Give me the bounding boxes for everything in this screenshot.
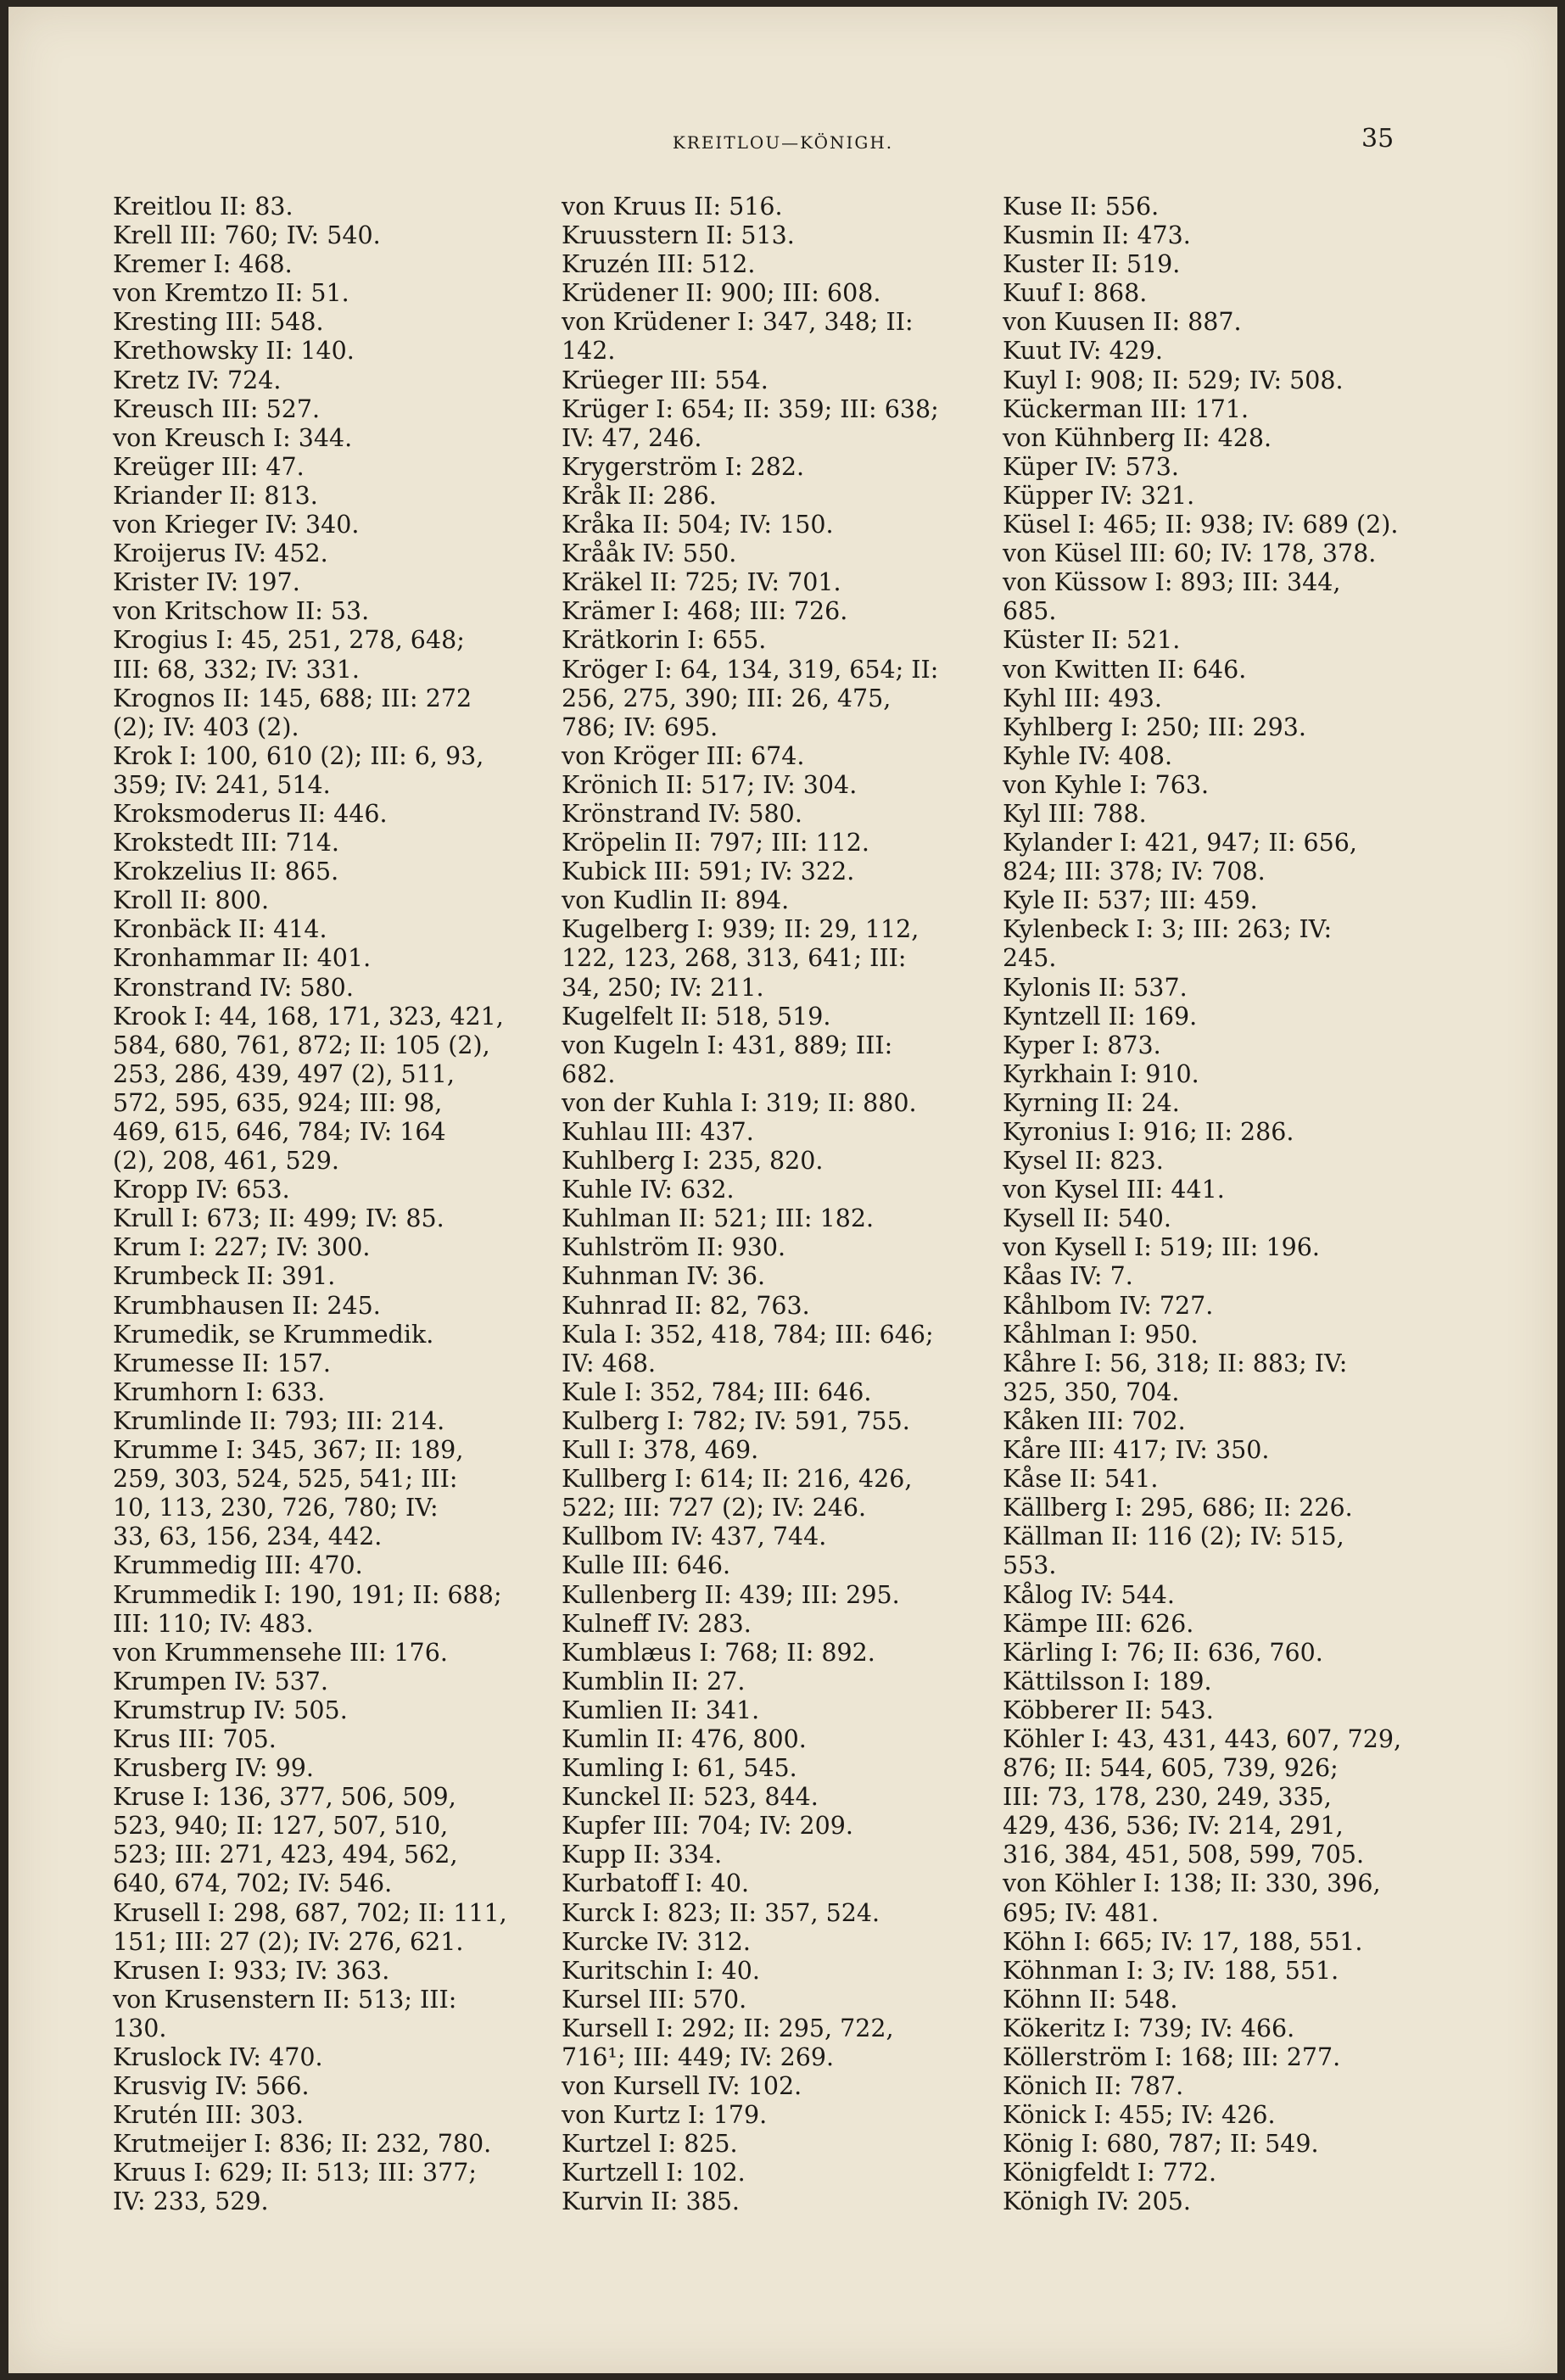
index-line: Kulneff IV: 283. (562, 1609, 752, 1638)
index-line: Kuut IV: 429. (1003, 337, 1163, 366)
index-line: von Kremtzo II: 51. (113, 279, 349, 308)
index-line: IV: 468. (562, 1349, 657, 1377)
index-line: von Köhler I: 138; II: 330, 396, (1003, 1869, 1381, 1898)
index-line: Kresting III: 548. (113, 308, 324, 337)
index-line: Kulle III: 646. (562, 1551, 731, 1580)
index-line: Krognos II: 145, 688; III: 272 (113, 684, 472, 712)
index-line: Kull I: 378, 469. (562, 1436, 759, 1465)
index-line: Krusell I: 298, 687, 702; II: 111, (113, 1898, 507, 1927)
index-line: Kröpelin II: 797; III: 112. (562, 829, 869, 858)
index-line: Kyrning II: 24. (1003, 1088, 1180, 1117)
page-number: 35 (1361, 124, 1395, 154)
index-line: Kursell I: 292; II: 295, 722, (562, 2014, 894, 2042)
index-column-3 (1003, 193, 1435, 2217)
index-line: Kålog IV: 544. (1003, 1580, 1175, 1609)
index-line: Kruzén III: 512. (562, 250, 756, 279)
index-line: 34, 250; IV: 211. (562, 973, 764, 1002)
index-line: Krokzelius II: 865. (113, 858, 339, 886)
index-line: Krell III: 760; IV: 540. (113, 221, 381, 250)
index-line: Kåhre I: 56, 318; II: 883; IV: (1003, 1349, 1348, 1377)
index-line: Kuyl I: 908; II: 529; IV: 508. (1003, 366, 1344, 394)
index-line: Kurcke IV: 312. (562, 1927, 751, 1956)
index-line: von Kritschow II: 53. (113, 597, 370, 626)
index-line: Könich II: 787. (1003, 2072, 1184, 2101)
index-line: von Kysell I: 519; III: 196. (1003, 1233, 1320, 1262)
index-line: 695; IV: 481. (1003, 1898, 1160, 1927)
index-line: Kättilsson I: 189. (1003, 1667, 1212, 1696)
index-line: Kyhl III: 493. (1003, 684, 1162, 712)
index-line: Krutmeijer I: 836; II: 232, 780. (113, 2130, 492, 2159)
index-line: Kule I: 352, 784; III: 646. (562, 1377, 872, 1406)
index-line: Kyper I: 873. (1003, 1031, 1161, 1059)
index-line: Kurtzell I: 102. (562, 2159, 746, 2187)
index-line: Kupfer III: 704; IV: 209. (562, 1812, 853, 1841)
index-line: Kreitlou II: 83. (113, 193, 293, 221)
index-line: 245. (1003, 944, 1057, 973)
index-line: Krumstrup IV: 505. (113, 1696, 348, 1724)
index-line: 553. (1003, 1551, 1057, 1580)
index-line: Kugelberg I: 939; II: 29, 112, (562, 915, 919, 944)
index-line: Kruusstern II: 513. (562, 221, 795, 250)
index-line: Kriander II: 813. (113, 481, 318, 510)
index-line: Kretz IV: 724. (113, 366, 282, 394)
index-line: Kåhlbom IV: 727. (1003, 1291, 1214, 1320)
index-line: 253, 286, 439, 497 (2), 511, (113, 1059, 455, 1088)
index-line: Kullbom IV: 437, 744. (562, 1522, 827, 1551)
index-line: von Küsel III: 60; IV: 178, 378. (1003, 539, 1377, 568)
index-line: 151; III: 27 (2); IV: 276, 621. (113, 1927, 464, 1956)
index-line: Kumlin II: 476, 800. (562, 1724, 807, 1753)
index-line: Kåas IV: 7. (1003, 1262, 1133, 1291)
running-head: KREITLOU—KÖNIGH. (672, 132, 894, 153)
index-line: Kronstrand IV: 580. (113, 973, 354, 1002)
index-line: 523, 940; II: 127, 507, 510, (113, 1812, 449, 1841)
index-line: IV: 233, 529. (113, 2187, 269, 2216)
index-line: Krutén III: 303. (113, 2101, 304, 2130)
index-line: Kåhlman I: 950. (1003, 1320, 1199, 1349)
index-line: 584, 680, 761, 872; II: 105 (2), (113, 1031, 490, 1059)
index-line: Kruus I: 629; II: 513; III: 377; (113, 2159, 477, 2187)
index-line: Kuse II: 556. (1003, 193, 1160, 221)
index-line: Kuhnrad II: 82, 763. (562, 1291, 810, 1320)
index-line: Krull I: 673; II: 499; IV: 85. (113, 1204, 444, 1233)
index-line: von Kühnberg II: 428. (1003, 423, 1272, 452)
index-line: Kåken III: 702. (1003, 1406, 1186, 1435)
index-line: Kåre III: 417; IV: 350. (1003, 1436, 1270, 1465)
index-line: III: 68, 332; IV: 331. (113, 655, 360, 684)
index-line: Köbberer II: 543. (1003, 1696, 1214, 1724)
index-line: Kuhlberg I: 235, 820. (562, 1147, 824, 1176)
index-line: Kumblin II: 27. (562, 1667, 746, 1696)
index-line: Krummedig III: 470. (113, 1551, 363, 1580)
index-line: 685. (1003, 597, 1057, 626)
index-line: Kyhlberg I: 250; III: 293. (1003, 712, 1306, 741)
index-line: von Kudlin II: 894. (562, 886, 790, 915)
index-line: Kysell II: 540. (1003, 1204, 1171, 1233)
index-line: Kyhle IV: 408. (1003, 741, 1173, 770)
index-line: Kumblæus I: 768; II: 892. (562, 1638, 875, 1667)
index-line: von der Kuhla I: 319; II: 880. (562, 1088, 917, 1117)
index-line: Krokstedt III: 714. (113, 829, 339, 858)
index-line: 10, 113, 230, 726, 780; IV: (113, 1494, 439, 1522)
index-line: Krum I: 227; IV: 300. (113, 1233, 371, 1262)
index-line: von Kugeln I: 431, 889; III: (562, 1031, 893, 1059)
index-line: Kyronius I: 916; II: 286. (1003, 1118, 1294, 1146)
index-line: Krusvig IV: 566. (113, 2072, 310, 2101)
index-line: 522; III: 727 (2); IV: 246. (562, 1494, 867, 1522)
index-line: 316, 384, 451, 508, 599, 705. (1003, 1841, 1365, 1869)
index-line: Krönstrand IV: 580. (562, 799, 802, 828)
index-line: Krumme I: 345, 367; II: 189, (113, 1436, 464, 1465)
index-line: von Kreusch I: 344. (113, 423, 353, 452)
index-line: 130. (113, 2014, 167, 2042)
index-line: Källman II: 116 (2); IV: 515, (1003, 1522, 1344, 1551)
index-line: 824; III: 378; IV: 708. (1003, 858, 1266, 886)
index-line: Kämpe III: 626. (1003, 1609, 1194, 1638)
index-line: 572, 595, 635, 924; III: 98, (113, 1088, 443, 1117)
index-line: 876; II: 544, 605, 739, 926; (1003, 1754, 1339, 1783)
index-line: Kröger I: 64, 134, 319, 654; II: (562, 655, 939, 684)
index-line: Kugelfelt II: 518, 519. (562, 1002, 831, 1031)
index-line: Kylander I: 421, 947; II: 656, (1003, 829, 1357, 858)
index-line: Krüeger III: 554. (562, 366, 769, 394)
index-line: 469, 615, 646, 784; IV: 164 (113, 1118, 446, 1146)
index-line: Kyrkhain I: 910. (1003, 1059, 1199, 1088)
index-line: Kurck I: 823; II: 357, 524. (562, 1898, 880, 1927)
index-line: Köhnman I: 3; IV: 188, 551. (1003, 1956, 1339, 1985)
index-line: Kropp IV: 653. (113, 1176, 290, 1204)
index-line: Kuster II: 519. (1003, 250, 1181, 279)
index-line: Kuhle IV: 632. (562, 1176, 735, 1204)
index-line: Krumesse II: 157. (113, 1349, 331, 1377)
index-line: Kroksmoderus II: 446. (113, 799, 388, 828)
index-line: Krok I: 100, 610 (2); III: 6, 93, (113, 741, 484, 770)
index-line: Kråk II: 286. (562, 481, 717, 510)
index-line: III: 110; IV: 483. (113, 1609, 314, 1638)
index-line: von Krusenstern II: 513; III: (113, 1985, 457, 2014)
index-line: 523; III: 271, 423, 494, 562, (113, 1841, 458, 1869)
index-line: Kuritschin I: 40. (562, 1956, 760, 1985)
index-line: Kärling I: 76; II: 636, 760. (1003, 1638, 1323, 1667)
index-line: 325, 350, 704. (1003, 1377, 1180, 1406)
index-line: Kullberg I: 614; II: 216, 426, (562, 1465, 913, 1494)
index-line: Kumlien II: 341. (562, 1696, 760, 1724)
index-line: Kurvin II: 385. (562, 2187, 740, 2216)
index-line: von Kysel III: 441. (1003, 1176, 1225, 1204)
index-line: Krumlinde II: 793; III: 214. (113, 1406, 445, 1435)
index-line: Kremer I: 468. (113, 250, 293, 279)
index-line: Küsel I: 465; II: 938; IV: 689 (2). (1003, 511, 1399, 539)
index-line: 122, 123, 268, 313, 641; III: (562, 944, 907, 973)
index-line: Kullenberg II: 439; III: 295. (562, 1580, 900, 1609)
index-line: Kumling I: 61, 545. (562, 1754, 797, 1783)
index-line: von Kröger III: 674. (562, 741, 805, 770)
index-line: Kroll II: 800. (113, 886, 269, 915)
index-line: von Küssow I: 893; III: 344, (1003, 568, 1341, 597)
index-line: Kråka II: 504; IV: 150. (562, 511, 834, 539)
index-line: Krumhorn I: 633. (113, 1377, 326, 1406)
index-line: von Krüdener I: 347, 348; II: (562, 308, 914, 337)
index-line: Kronhammar II: 401. (113, 944, 372, 973)
index-line: Königfeldt I: 772. (1003, 2159, 1217, 2187)
index-line: III: 73, 178, 230, 249, 335, (1003, 1783, 1332, 1812)
index-line: Kökeritz I: 739; IV: 466. (1003, 2014, 1295, 2042)
index-line: Krethowsky II: 140. (113, 337, 355, 366)
index-column-1 (113, 193, 537, 2217)
index-line: Küpper IV: 321. (1003, 481, 1195, 510)
index-line: Källberg I: 295, 686; II: 226. (1003, 1494, 1353, 1522)
index-line: 256, 275, 390; III: 26, 475, (562, 684, 891, 712)
index-line: Kursel III: 570. (562, 1985, 747, 2014)
index-line: von Kurtz I: 179. (562, 2101, 768, 2130)
index-line: Krook I: 44, 168, 171, 323, 421, (113, 1002, 504, 1031)
index-line: von Kwitten II: 646. (1003, 655, 1247, 684)
index-line: Königh IV: 205. (1003, 2187, 1191, 2216)
index-line: Krummedik I: 190, 191; II: 688; (113, 1580, 502, 1609)
index-line: 716¹; III: 449; IV: 269. (562, 2043, 835, 2071)
index-line: Krister IV: 197. (113, 568, 300, 597)
index-line: Kruse I: 136, 377, 506, 509, (113, 1783, 456, 1812)
index-line: 786; IV: 695. (562, 712, 718, 741)
index-line: Kreüger III: 47. (113, 452, 305, 481)
index-line: Köhler I: 43, 431, 443, 607, 729, (1003, 1724, 1402, 1753)
index-line: Kulberg I: 782; IV: 591, 755. (562, 1406, 910, 1435)
index-line: Krååk IV: 550. (562, 539, 737, 568)
index-line: von Kuusen II: 887. (1003, 308, 1242, 337)
index-line: Kåse II: 541. (1003, 1465, 1159, 1494)
index-line: Krönich II: 517; IV: 304. (562, 770, 858, 799)
index-line: Kuhlman II: 521; III: 182. (562, 1204, 875, 1233)
index-line: Krüdener II: 900; III: 608. (562, 279, 881, 308)
index-line: Krüger I: 654; II: 359; III: 638; (562, 394, 939, 423)
index-line: Krumpen IV: 537. (113, 1667, 328, 1696)
index-line: Krämer I: 468; III: 726. (562, 597, 848, 626)
index-column-2 (562, 193, 986, 2217)
index-line: Küster II: 521. (1003, 626, 1181, 655)
index-line: Kurbatoff I: 40. (562, 1869, 750, 1898)
index-line: Krätkorin I: 655. (562, 626, 767, 655)
index-line: IV: 47, 246. (562, 423, 702, 452)
index-line: von Kyhle I: 763. (1003, 770, 1210, 799)
index-line: Kuhnman IV: 36. (562, 1262, 766, 1291)
index-line: Kuhlau III: 437. (562, 1118, 754, 1146)
index-line: 359; IV: 241, 514. (113, 770, 331, 799)
index-line: Krusberg IV: 99. (113, 1754, 314, 1783)
index-line: Kroijerus IV: 452. (113, 539, 328, 568)
index-line: (2), 208, 461, 529. (113, 1147, 339, 1176)
index-line: Kylonis II: 537. (1003, 973, 1188, 1002)
index-line: Kupp II: 334. (562, 1841, 723, 1869)
index-line: (2); IV: 403 (2). (113, 712, 299, 741)
index-line: Kusmin II: 473. (1003, 221, 1191, 250)
index-line: Kula I: 352, 418, 784; III: 646; (562, 1320, 934, 1349)
index-line: Krus III: 705. (113, 1724, 277, 1753)
index-line: Kückerman III: 171. (1003, 394, 1249, 423)
index-line: 640, 674, 702; IV: 546. (113, 1869, 393, 1898)
index-line: 259, 303, 524, 525, 541; III: (113, 1465, 458, 1494)
index-line: Könick I: 455; IV: 426. (1003, 2101, 1276, 2130)
index-line: Kylenbeck I: 3; III: 263; IV: (1003, 915, 1333, 944)
index-line: Krogius I: 45, 251, 278, 648; (113, 626, 465, 655)
index-line: Kräkel II: 725; IV: 701. (562, 568, 841, 597)
index-line: König I: 680, 787; II: 549. (1003, 2130, 1319, 2159)
index-line: Kubick III: 591; IV: 322. (562, 858, 855, 886)
index-line: Krusen I: 933; IV: 363. (113, 1956, 390, 1985)
index-line: Kurtzel I: 825. (562, 2130, 738, 2159)
index-line: 429, 436, 536; IV: 214, 291, (1003, 1812, 1344, 1841)
index-line: Kronbäck II: 414. (113, 915, 327, 944)
index-line: Kruslock IV: 470. (113, 2043, 323, 2071)
index-line: Krumedik, se Krummedik. (113, 1320, 434, 1349)
index-line: 142. (562, 337, 616, 366)
index-line: Kysel II: 823. (1003, 1147, 1164, 1176)
index-line: Kunckel II: 523, 844. (562, 1783, 819, 1812)
index-line: Köhn I: 665; IV: 17, 188, 551. (1003, 1927, 1363, 1956)
index-line: Kyntzell II: 169. (1003, 1002, 1198, 1031)
index-line: Krygerström I: 282. (562, 452, 805, 481)
index-page (8, 7, 1557, 2373)
index-line: von Kruus II: 516. (562, 193, 783, 221)
index-line: Kuhlström II: 930. (562, 1233, 786, 1262)
index-line: Kreusch III: 527. (113, 394, 321, 423)
index-line: von Kursell IV: 102. (562, 2072, 802, 2101)
index-line: von Krummensehe III: 176. (113, 1638, 448, 1667)
index-line: 33, 63, 156, 234, 442. (113, 1522, 383, 1551)
index-line: Kyl III: 788. (1003, 799, 1147, 828)
index-line: Krumbeck II: 391. (113, 1262, 336, 1291)
index-line: Krumbhausen II: 245. (113, 1291, 381, 1320)
index-line: von Krieger IV: 340. (113, 511, 360, 539)
index-line: Köllerström I: 168; III: 277. (1003, 2043, 1341, 2071)
index-line: Kyle II: 537; III: 459. (1003, 886, 1258, 915)
index-line: Köhnn II: 548. (1003, 1985, 1178, 2014)
index-line: Kuuf I: 868. (1003, 279, 1148, 308)
index-line: Küper IV: 573. (1003, 452, 1179, 481)
index-line: 682. (562, 1059, 616, 1088)
